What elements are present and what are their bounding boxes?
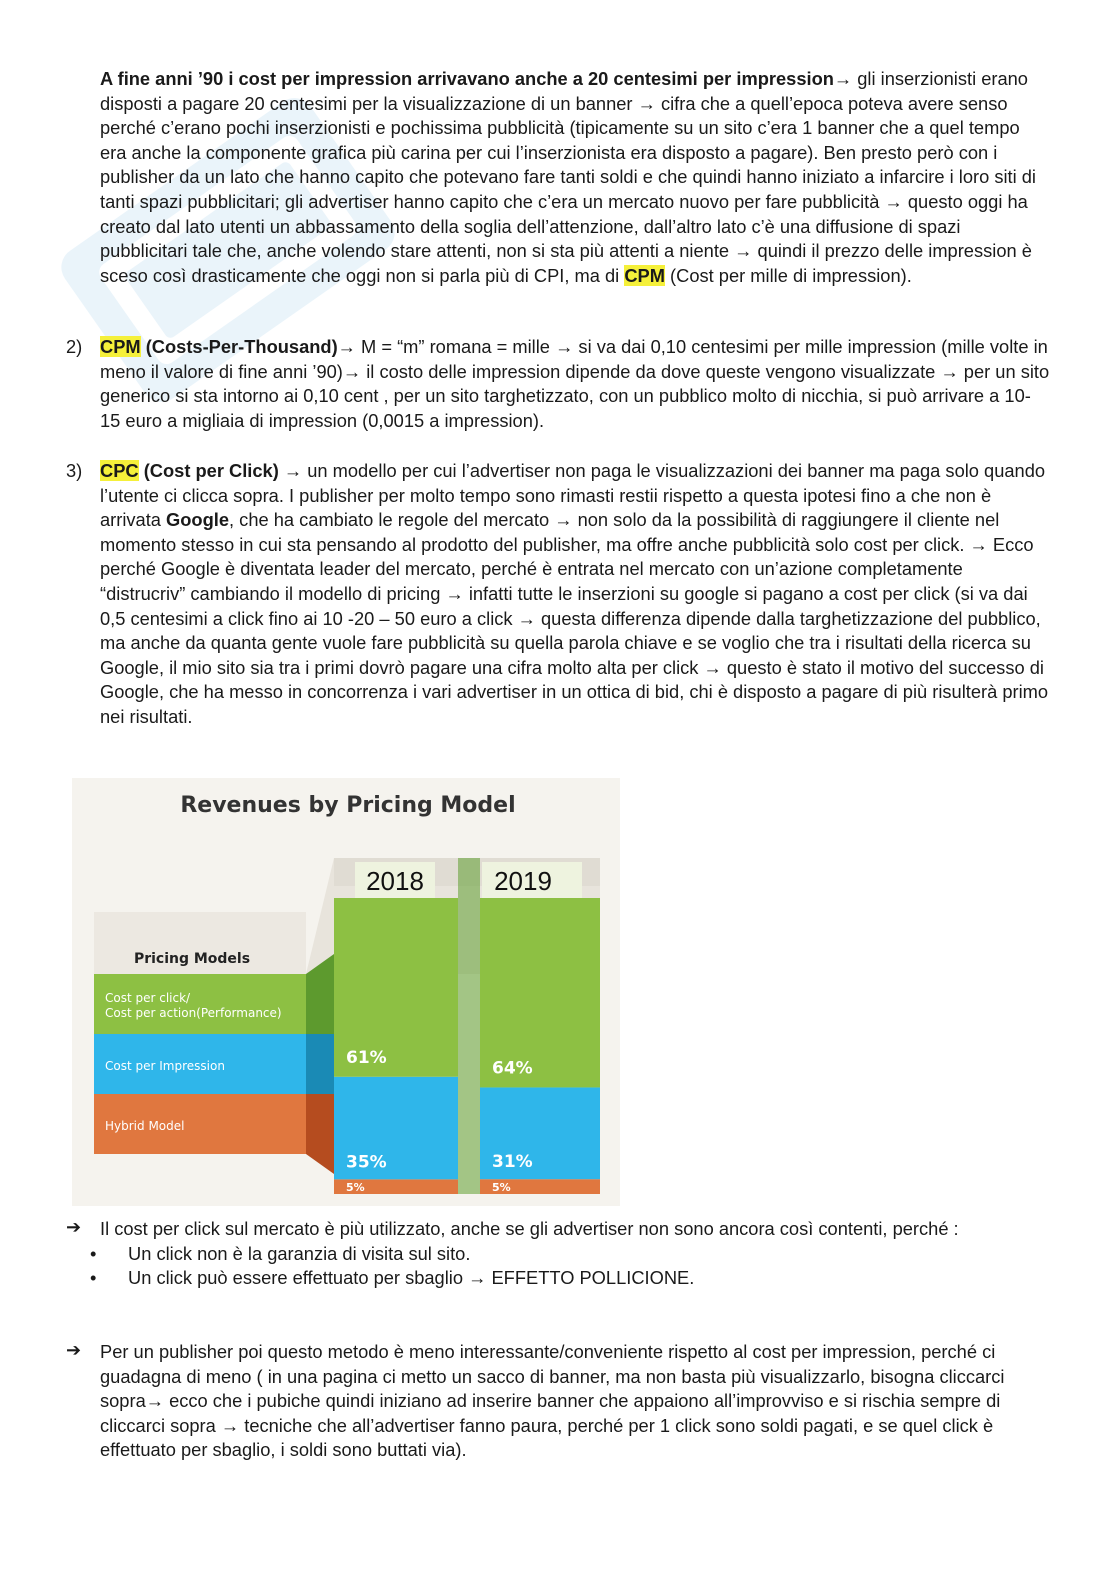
list-number: 3) <box>66 460 83 481</box>
arrow-icon: → <box>884 190 903 212</box>
cpc-text <box>100 459 1050 730</box>
bullet-arrow-icon: ➔ <box>66 1217 82 1237</box>
text-run: non solo da la possibilità di raggiungere il cliente nel momento stesso in cui sta pensando al prodotto del publisher, ma offre anche pubblicità solo cost per click. <box>100 509 1000 555</box>
chart-segments <box>334 858 600 1194</box>
arrow-icon: → <box>468 1267 487 1289</box>
arrow-icon: → <box>734 240 753 262</box>
text-run: M = “m” romana = mille <box>355 336 556 357</box>
highlight-cpm: CPM <box>100 336 141 357</box>
text-run: questo oggi ha creato dal lato utenti un abbassamento della soglia dell’attenzione, dall’altro lato c’è una diffusione di spazi pubblicitari tale che, anche volendo stare attenti, non si sta più attenti a niente <box>100 190 1028 262</box>
arrow-icon: → <box>342 360 362 382</box>
text-run: Per un publisher poi questo metodo è meno interessante/conveniente rispetto al cost per impression, perché ci guadagna di meno ( in una pagina ci metto un sacco di banner, ma non basta più visualizzarlo, bisogna cliccarci sopra <box>100 1341 1005 1412</box>
sub-bullet <box>90 1242 1050 1267</box>
chart-title: Revenues by Pricing Model <box>180 793 516 818</box>
text-run: questa differenza dipende dalla targhetizzazione del pubblico, ma anche da quanta gente vuole fare pubblicità su quella parola chiave e se voglio che tra i risultati della ricerca su Google, il mio sito sia tra i primi dovrò pagare una cifra molto alta per click <box>100 607 1041 678</box>
text-run: tecniche che all’advertiser fanno paura, perché per 1 click sono soldi pagati, e se quel click è effettuato per sbaglio, i soldi sono buttati via). <box>100 1414 994 1461</box>
data-label-2019-2: 5% <box>492 1181 511 1194</box>
bullet-text <box>100 1340 1050 1463</box>
sub-bullet-text: Un click non è la garanzia di visita sul sito. <box>128 1242 471 1264</box>
arrow-icon: → <box>337 336 356 357</box>
revenues-chart <box>72 778 620 1206</box>
category-label-2018: 2018 <box>366 866 424 896</box>
text-run: , che ha cambiato le regole del mercato <box>229 509 555 531</box>
cpc-bold: (Cost per Click) <box>138 460 284 481</box>
arrow-icon: → <box>445 582 464 604</box>
list-item-cpm <box>66 335 1050 433</box>
text-run: cifra che a quell’epoca poteva avere senso perché c’erano pochi inserzionisti e pochissima pubblicità (tipicamente su un sito c’era 1 banner che a quel tempo era anche la componente grafica più carina per cui l’inserzionista era disposto a pagare). Ben presto però con i publisher da un lato che hanno capito che potevano fare tanti soldi e che quindi hanno iniziato a infarcire i loro siti di tanti spazi pubblicitari; gli advertiser hanno capito che c’era un mercato nuovo per fare pubblicità <box>100 92 1036 212</box>
chart-legend <box>94 954 334 1174</box>
text-run: quindi il prezzo delle impression è sceso così drasticamente che oggi non si parla più di CPI, ma di <box>100 240 1032 286</box>
legend-label-1: Cost per Impression <box>105 1059 225 1073</box>
intro-paragraph <box>100 67 1050 288</box>
text-run: per un sito generico si sta intorno ai 0,10 cent , per un sito targhetizzato, con un pubblico molto di nicchia, si può arrivare a 10-15 euro a migliaia di impression (0,0015 a impression). <box>100 360 1050 431</box>
bullet-dot-icon: • <box>90 1267 97 1289</box>
bullet-cpc-usage <box>66 1217 1050 1291</box>
cpm-bold: (Costs-Per-Thousand) <box>140 336 338 357</box>
list-number: 2) <box>66 336 83 357</box>
text-run: si va dai 0,10 centesimi per mille impression (mille volte in meno il valore di fine anni ’90) <box>100 336 1048 382</box>
legend-label-0: Cost per click/ <box>105 991 191 1005</box>
cpm-text <box>100 335 1050 433</box>
data-label-2019-0: 64% <box>492 1058 533 1079</box>
column-separator <box>458 858 480 1194</box>
arrow-icon: → <box>703 656 722 678</box>
legend-title: Pricing Models <box>133 951 251 967</box>
arrow-icon: → <box>220 1414 240 1436</box>
sub-bullet-text: Un click può essere effettuato per sbaglio <box>128 1267 469 1289</box>
google-bold: Google <box>166 509 230 531</box>
text-run: il costo delle impression dipende da dove queste vengono visualizzate <box>361 360 941 382</box>
text-run: questo è stato il motivo del successo di Google, che ha messo in concorrenza i vari advertiser in un ottica di bid, chi è disposto a pagare di più risulterà primo nei risultati. <box>100 656 1049 727</box>
arrow-icon: → <box>969 533 988 555</box>
text-run: infatti tutte le inserzioni su google si pagano a cost per click (si va dai 0,5 centesimi a click fino ai 10 -20 – 50 euro a click <box>100 582 1028 629</box>
category-label-2019: 2019 <box>494 866 552 896</box>
legend-label-2: Hybrid Model <box>105 1119 185 1133</box>
arrow-icon: → <box>555 336 574 357</box>
data-label-2019-1: 31% <box>492 1152 533 1173</box>
arrow-icon: → <box>517 607 536 629</box>
text-run: ecco che i pubiche quindi iniziano ad inserire banner che appaiono all’improvviso e si rischia sempre di cliccarci sopra <box>100 1390 1001 1436</box>
bullet-text: Il cost per click sul mercato è più utilizzato, anche se gli advertiser non sono ancora così contenti, perché : <box>100 1218 959 1239</box>
text-run: Ecco perché Google è diventata leader del mercato, perché è entrata nel mercato con un’azione completamente “distrucriv” cambiando il modello di pricing <box>100 533 1034 604</box>
bullet-dot-icon: • <box>90 1242 97 1264</box>
arrow-icon: → <box>283 460 303 481</box>
arrow-icon: → <box>145 1390 165 1412</box>
list-item-cpc <box>66 459 1050 730</box>
data-label-2018-1: 35% <box>346 1152 387 1173</box>
text-run: (Cost per mille di impression). <box>664 264 912 286</box>
intro-text <box>100 67 1050 288</box>
bullet-arrow-icon: ➔ <box>66 1340 82 1360</box>
arrow-icon: → <box>833 68 853 89</box>
highlight-cpc: CPC <box>100 460 139 481</box>
sub-bullet <box>90 1266 1050 1291</box>
legend-label-0: Cost per action(Performance) <box>105 1006 282 1020</box>
bullet-publisher <box>66 1340 1050 1463</box>
highlight-cpm: CPM <box>624 264 665 286</box>
data-label-2018-2: 5% <box>346 1181 365 1194</box>
intro-bold: A fine anni ’90 i cost per impression arrivavano anche a 20 centesimi per impression <box>100 68 834 89</box>
data-label-2018-0: 61% <box>346 1047 387 1068</box>
sub-bullet-text: EFFETTO POLLICIONE. <box>486 1267 695 1289</box>
arrow-icon: → <box>554 509 573 531</box>
arrow-icon: → <box>940 360 959 382</box>
arrow-icon: → <box>637 92 656 114</box>
text-run: gli inserzionisti erano disposti a pagare 20 centesimi per la visualizzazione di un banner <box>100 68 1028 114</box>
text-run: un modello per cui l’advertiser non paga le visualizzazioni dei banner ma paga solo quando l’utente ci clicca sopra. I publisher per molto tempo sono rimasti restii rispetto a questa ipotesi fino a che non è arrivata <box>100 460 1046 531</box>
